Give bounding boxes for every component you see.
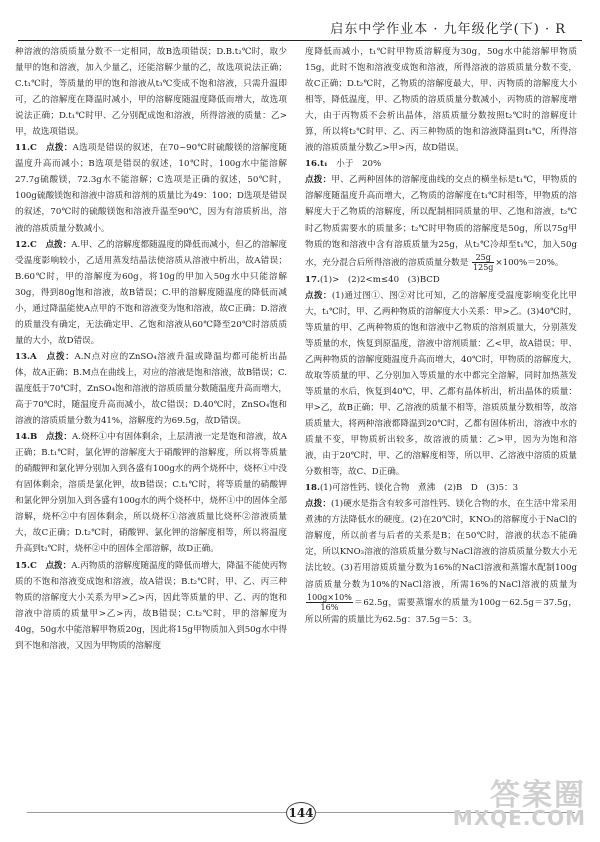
page-number: 144: [286, 802, 316, 824]
answer-15: 15.C 点拨：A.丙物质的溶解度随温度的降低而增大，降温不能使丙物质的不饱和溶液变成饱和溶液，故A错误；B.t₂℃时，甲、乙、丙三种物质的溶解度大小关系为甲>乙>丙，因此等质量的甲、乙、丙的饱和溶液中溶质的质量甲>乙>丙，故B错误；C.t₂℃时，甲的溶解度为40g，50g水中能溶解甲物质20g，因此将15g甲物质加入到50g水中得到不饱和溶液，又因为甲物质的溶解度: [15, 560, 287, 651]
watermark-logo: [436, 770, 586, 834]
header-title: 启东中学作业本 · 九年级化学(下) · R: [330, 22, 566, 37]
answer-16: 16.t₁ 小于 20% 点拨：甲、乙两种固体的溶解度曲线的交点的横坐标是t₁℃，甲物质的溶解度随温度升高而增大，乙物质的溶解度在t₁℃时相等，甲物质的溶解度大于乙物质的溶解度，所以配制相同质量的甲、乙饱和溶液，t₂℃时乙物质需要水的质量多；t₂℃时甲物质的溶解度是50g，所以75g甲物质的饱和溶液中含有溶质质量为25g，从t₂℃冷却至t₁℃，加入50g水，充分混合后所得溶液的溶质质量分数是 $\frac{25g}{125g}$ ×100%＝20%。: [305, 159, 577, 272]
answer-12: 12.C 点拨：A.甲、乙的溶解度都随温度的降低而减小，但乙的溶解度受温度影响较小，乙适用蒸发结晶法使溶质从溶液中析出，故A错误；B.60℃时，甲的溶解度为60g，将10g的甲加入50g水中只能溶解30g，得到80g饱和溶液，故B错误；C.甲的溶解度随温度的降低而减小，通过降温能使A点甲的不饱和溶液变为饱和溶液，故C正确；D.溶液的质量没有确定，无法确定甲、乙饱和溶液从60℃降至20℃时溶质质量的大小，故D错误。: [15, 239, 287, 346]
header-rule: [18, 40, 582, 41]
page-header: [0, 18, 600, 42]
watermark-text: 答案圈: [490, 778, 586, 813]
left-column: [15, 44, 287, 654]
answer-11: 11.C 点拨：A选项是错误的叙述，在70~90℃时硫酸镁的溶解度随温度升高而减小；B选项是错误的叙述，10℃时，100g水中能溶解27.7g硫酸镁，72.3g水不能溶解；C选项是正确的叙述，50℃时，100g硫酸镁饱和溶液中溶质和溶剂的质量比为49：100；D选项是错误的叙述，70℃时的硫酸镁饱和溶液升温至90℃，因为有溶质析出，溶液的溶质质量分数减小。: [15, 143, 287, 234]
answer-18: 18.(1)可溶性钙、镁化合物 煮沸 (2)B D (3)5：3 点拨：(1)硬水是指含有较多可溶性钙、镁化合物的水，在生活中常采用煮沸的方法降低水的硬度。(2)在20℃时，KNO₃的溶解度小于NaCl的溶解度，所以前者与后者的关系是B；在50℃时，溶液的状态不能确定，所以KNO₃溶液的溶质质量分数与NaCl溶液的溶质质量分数大小无法比较。(3)若用溶质质量分数为16%的NaCl溶液和蒸馏水配制100g溶质质量分数为10%的NaCl溶液，所需16%的NaCl溶液的质量为 $\frac{100g\times 10\%}{16\%}$ ＝62.5g，需要蒸馏水的质量为100g－62.5g＝37.5g，所以所需的质量比为62.5g：37.5g＝5：3。: [305, 483, 577, 625]
watermark-url: MXQE.COM: [452, 806, 586, 830]
answer-15-cont: 度降低而减小，t₁℃时甲物质溶解度为30g，50g水中能溶解甲物质15g，此时不饱和溶液变成饱和溶液，所得溶液的溶质质量分数不变，故C正确；D.t₂℃时，乙物质的溶解度最大，甲、丙物质的溶解度大小相等，降低温度，甲、乙物质的溶质质量分数减小，丙物质的溶解度增大，由于丙物质不会析出晶体，溶质质量分数按照t₂℃时的溶解度计算，所以将t₂℃时甲、乙、丙三种物质的饱和溶液降温到t₁℃，所得溶液的溶质质量分数乙>甲>丙，故D错误。: [305, 47, 577, 154]
fraction-18: $\frac{100g\times 10\%}{16\%}$: [307, 592, 352, 612]
right-column: [305, 44, 577, 628]
answer-14: 14.B 点拨：A.烧杯①中有固体剩余，上层清液一定是饱和溶液，故A正确；B.t₁℃时，氯化钾的溶解度大于硝酸钾的溶解度，所以将等质量的硝酸钾和氯化钾分别加入到各盛有100g水的两个烧杯中，烧杯①中没有固体剩余，溶质是氯化钾，故B错误；C.t₁℃时，将等质量的硝酸钾和氯化钾分别加入到各盛有100g水的两个烧杯中，烧杯①中的固体全部溶解，烧杯②中有固体剩余，所以烧杯①溶液质量比烧杯②溶液质量大，故C正确；D.t₂℃时，硝酸钾、氯化钾的溶解度相等，所以将温度升高到t₂℃时，烧杯②中的固体全部溶解，故D正确。: [15, 432, 287, 555]
answer-17: 17.(1)> (2)2<m≤40 (3)BCD 点拨：(1)通过图①、图②对比可知，乙的溶解度受温度影响变化比甲大，t₁℃时，甲、乙两种物质的溶解度大小关系：甲>乙。(3)40℃时，等质量的甲、乙两种物质的饱和溶液中乙物质的溶剂质量大，分别蒸发等质量的水，恢复到原温度，溶液中溶剂质量：乙<甲，故A错误；甲、乙两种物质的溶解度随温度升高而增大，40℃时，甲物质的溶解度大，故取等质量的甲、乙分别加入等质量的水中都完全溶解，同时加热蒸发等质量的水后，恢复到40℃，甲、乙都有晶体析出，析出晶体的质量：甲>乙，故B正确；甲、乙溶液的质量不相等，溶质质量分数相等，故溶质质量大，将两种溶液都降温到20℃时，乙都有固体析出，溶液中水的质量不变，甲物质析出较多，故溶液的质量：乙>甲，因为为饱和溶液，由于20℃时，甲、乙的溶解度相等，所以甲、乙溶液中溶质的质量分数相等，故C、D正确。: [305, 274, 577, 478]
fraction-16: $\frac{25g}{125g}$: [473, 252, 494, 272]
answer-10-cont: 种溶液的溶质质量分数不一定相同，故B选项错误；D.B.t₂℃时，取少量甲的饱和溶液，加入少量乙，还能溶解少量的乙，故选项说法正确；C.t₁℃时，等质量的甲的饱和溶液从t₃℃变成不饱和溶液，只需升温即可，乙的溶解度在降温时减小，甲的溶解度随温度降低而增大，故选项说法正确；D.t₁℃时甲、乙分别配成饱和溶液，所得溶液的质量：乙>甲，故选项错误。: [15, 47, 287, 138]
answer-13: 13.A 点拨：A.N点对应的ZnSO₄溶液升温或降温均都可能析出晶体，故A正确；B.M点在曲线上，对应的溶液是饱和溶液，故B错误；C.温度低于70℃时，ZnSO₄饱和溶液的溶质质量分数随温度升高而增大，高于70℃时，随温度升高而减小，故C错误；D.40℃时，ZnSO₄饱和溶液的溶质质量分数为41%，溶解度约为69.5g，故D错误。: [15, 351, 287, 427]
